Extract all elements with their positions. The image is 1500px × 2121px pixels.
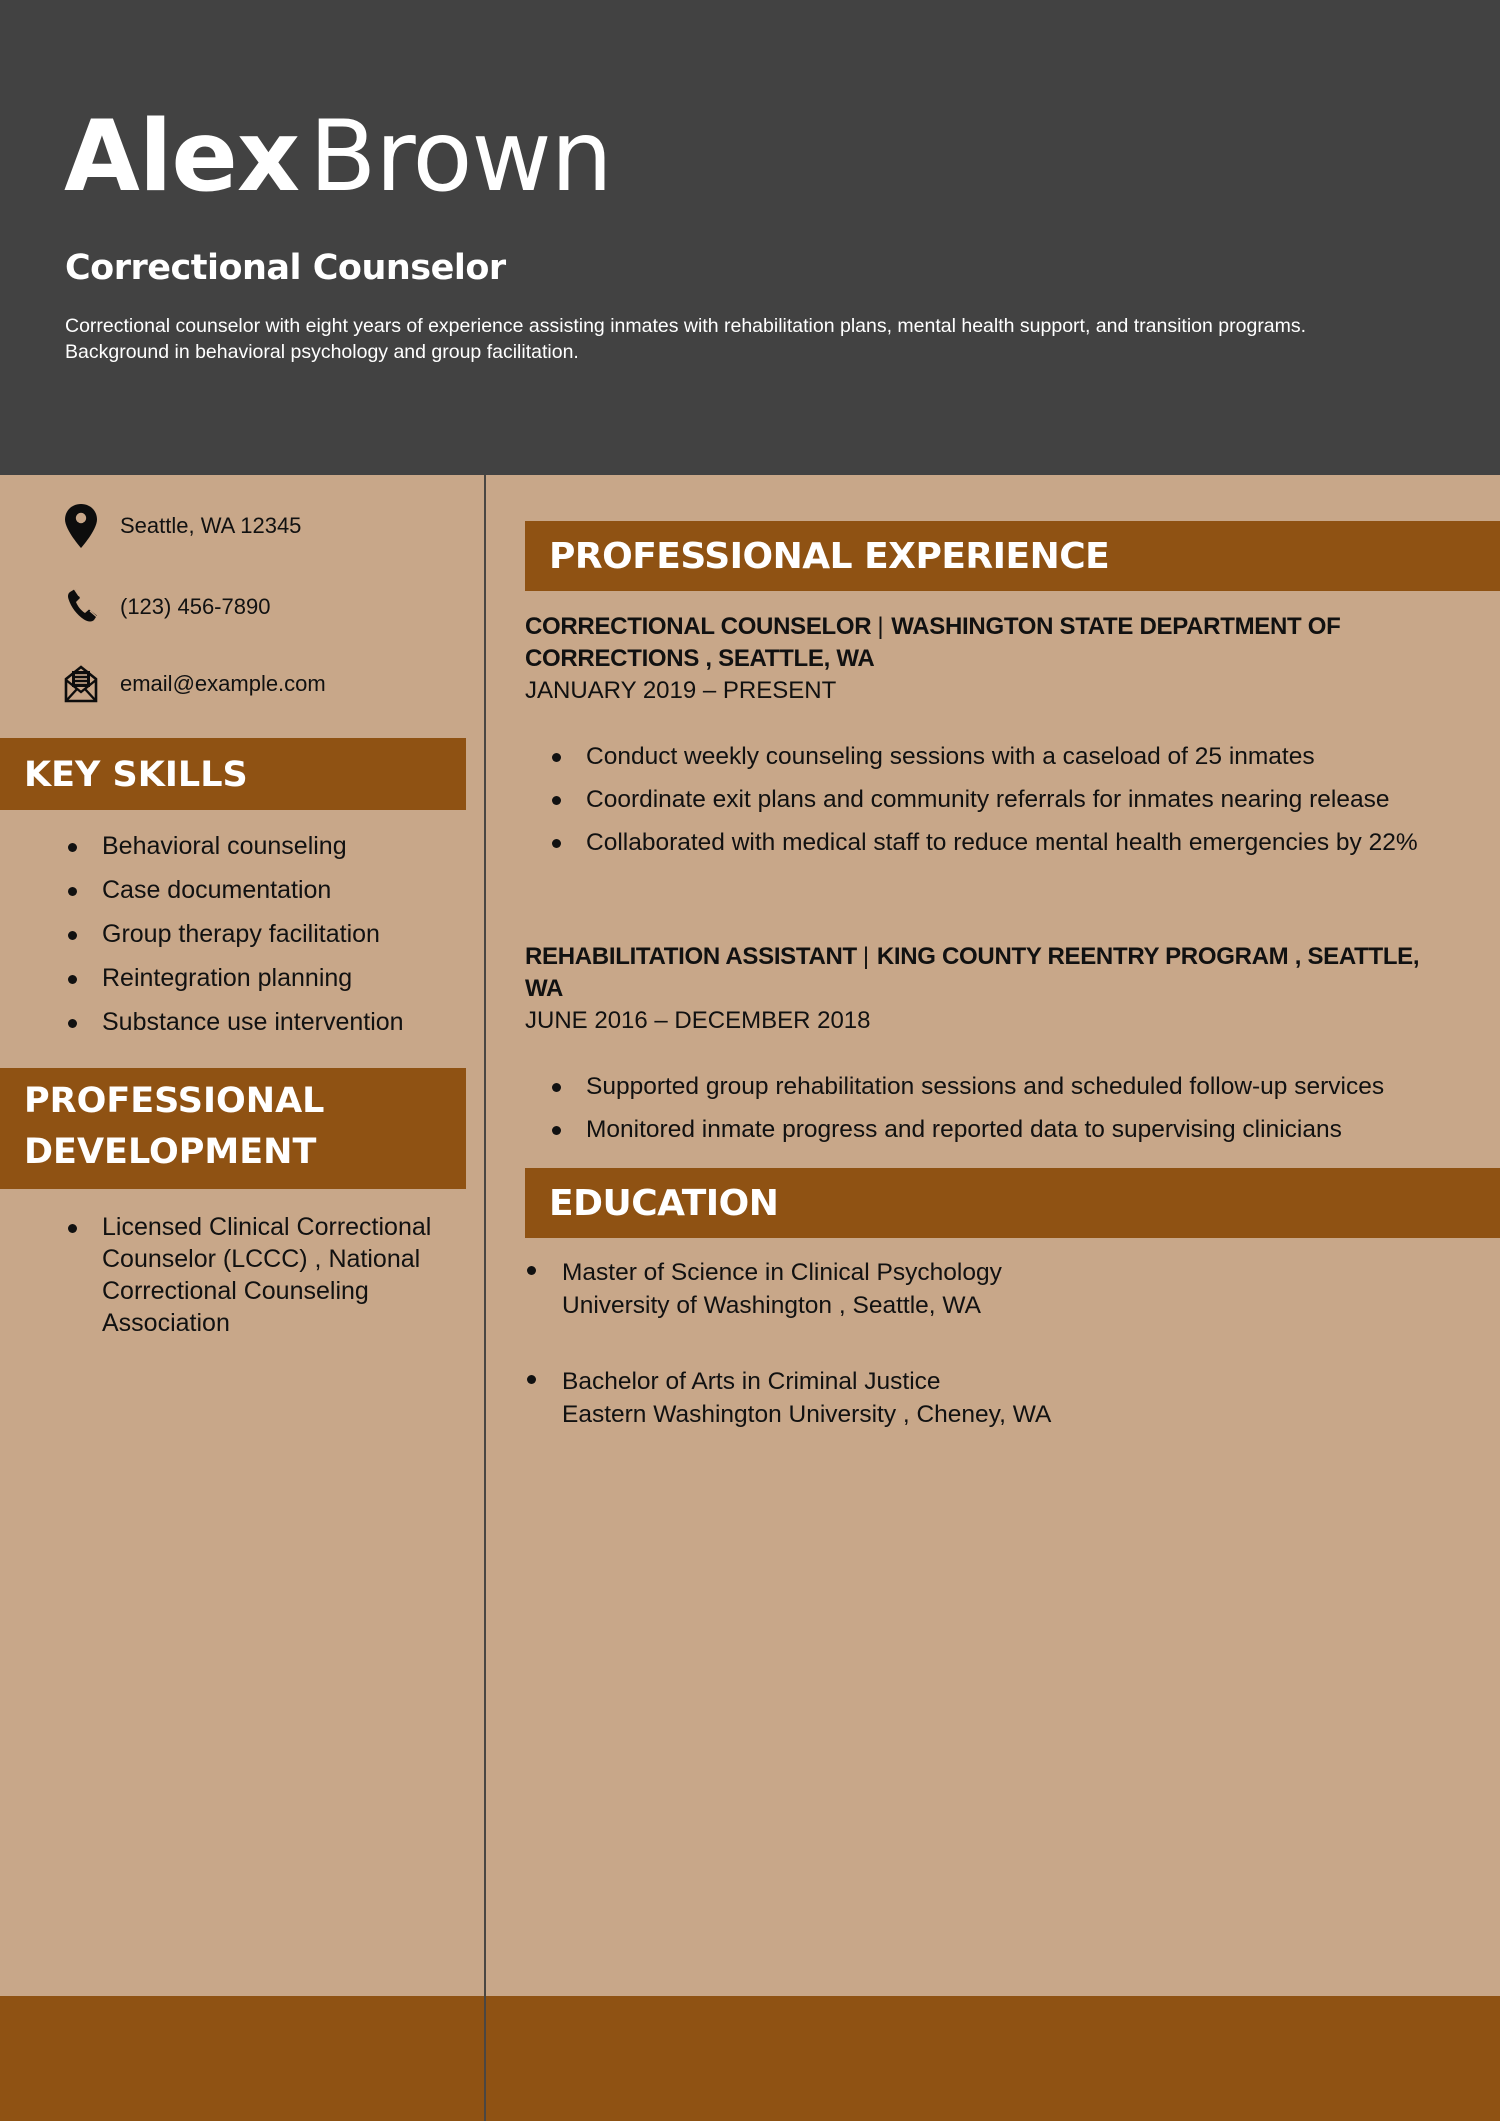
job-employer: KING COUNTY REENTRY PROGRAM , SEATTLE, WA xyxy=(525,943,1420,1002)
job-1-bullets xyxy=(550,740,1450,869)
education-list xyxy=(525,1256,1051,1431)
job-2-dates: JUNE 2016 – DECEMBER 2018 xyxy=(525,1007,871,1034)
professional-experience-heading: PROFESSIONAL EXPERIENCE xyxy=(525,521,1500,591)
job-role: CORRECTIONAL COUNSELOR xyxy=(525,613,872,640)
candidate-name xyxy=(64,100,612,214)
job-bullet: Coordinate exit plans and community referrals for inmates nearing release xyxy=(550,783,1450,817)
resume-header xyxy=(0,0,1500,475)
footer-band xyxy=(0,1996,1500,2121)
job-1-title xyxy=(525,611,1465,675)
skill-item: Substance use intervention xyxy=(64,1007,404,1051)
job-bullet: Supported group rehabilitation sessions and scheduled follow-up services xyxy=(550,1070,1450,1104)
phone-text: (123) 456-7890 xyxy=(120,594,271,619)
key-skills-heading: KEY SKILLS xyxy=(0,738,466,810)
heading-line: PROFESSIONAL xyxy=(24,1081,325,1121)
degree: Bachelor of Arts in Criminal Justice xyxy=(562,1368,941,1395)
job-bullet: Conduct weekly counseling sessions with a caseload of 25 inmates xyxy=(550,740,1450,774)
education-heading: EDUCATION xyxy=(525,1168,1500,1238)
skill-item: Reintegration planning xyxy=(64,963,404,1007)
job-2-title xyxy=(525,941,1445,1005)
degree: Master of Science in Clinical Psychology xyxy=(562,1259,1002,1286)
school: Eastern Washington University , Cheney, WA xyxy=(562,1401,1052,1428)
education-item xyxy=(525,1365,1051,1431)
job-2-bullets xyxy=(550,1070,1450,1156)
summary: Correctional counselor with eight years of experience assisting inmates with rehabilitation plans, mental health support, and transition programs. Background in behavioral psychology and group facilitation. xyxy=(65,315,1307,363)
email-text: email@example.com xyxy=(120,671,326,696)
location-text: Seattle, WA 12345 xyxy=(120,513,302,538)
education-item xyxy=(525,1256,1051,1322)
development-item: Licensed Clinical Correctional Counselor (LCCC) , National Correctional Counseling Association xyxy=(64,1211,464,1339)
key-skills-list xyxy=(64,831,404,1051)
school: University of Washington , Seattle, WA xyxy=(562,1292,981,1319)
job-1-dates: JANUARY 2019 – PRESENT xyxy=(525,677,837,704)
envelope-open-icon xyxy=(64,661,98,707)
job-bullet: Collaborated with medical staff to reduce mental health emergencies by 22% xyxy=(550,826,1430,860)
last-name: Brown xyxy=(309,100,612,214)
skill-item: Group therapy facilitation xyxy=(64,919,404,963)
contact-phone xyxy=(64,584,270,630)
heading-line: DEVELOPMENT xyxy=(24,1132,317,1172)
footer-divider xyxy=(484,1996,486,2121)
skill-item: Behavioral counseling xyxy=(64,831,404,875)
contact-email xyxy=(64,661,326,707)
professional-development-heading xyxy=(0,1068,466,1189)
job-bullet: Monitored inmate progress and reported data to supervising clinicians xyxy=(550,1113,1450,1147)
job-role: REHABILITATION ASSISTANT xyxy=(525,943,857,970)
skill-item: Case documentation xyxy=(64,875,404,919)
phone-icon xyxy=(64,584,98,630)
separator: | xyxy=(877,613,884,640)
job-title: Correctional Counselor xyxy=(65,248,506,288)
contact-location xyxy=(64,503,301,549)
map-pin-icon xyxy=(64,503,98,549)
job-employer: WASHINGTON STATE DEPARTMENT OF CORRECTIONS , SEATTLE, WA xyxy=(525,613,1341,672)
professional-development-list xyxy=(64,1211,464,1339)
column-divider xyxy=(484,475,486,2121)
first-name: Alex xyxy=(64,100,300,214)
separator: | xyxy=(862,943,869,970)
